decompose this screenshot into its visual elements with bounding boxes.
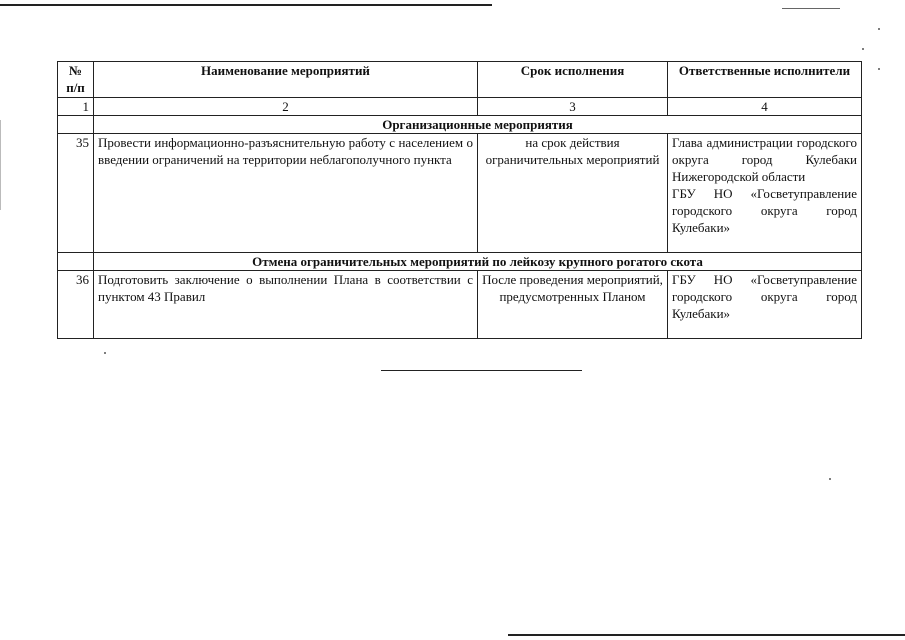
row-action: Подготовить заключение о выполнении Плана в соответствии с пунктом 43 Правил — [94, 271, 478, 339]
scan-artifact-left-margin — [0, 120, 1, 210]
scan-artifact-top-right-line — [782, 8, 840, 9]
section-title: Организационные мероприятия — [94, 116, 862, 134]
col-number-4: 4 — [668, 98, 862, 116]
responsible-line: ГБУ НО «Госветуправление городского округа город Кулебаки» — [672, 186, 857, 235]
scan-artifact-bottom-line — [508, 634, 905, 636]
row-action: Провести информационно-разъяснительную работу с населением о введении ограничений на территории неблагополучного пункта — [94, 134, 478, 253]
row-term: После проведения мероприятий, предусмотренных Планом — [478, 271, 668, 339]
header-row — [58, 62, 862, 98]
header-num: № п/п — [58, 62, 94, 98]
section-empty-cell — [58, 253, 94, 271]
section-empty-cell — [58, 116, 94, 134]
responsible-line: Глава администрации городского округа город Кулебаки Нижегородской области — [672, 135, 857, 184]
header-term: Срок исполнения — [478, 62, 668, 98]
col-number-3: 3 — [478, 98, 668, 116]
table-row — [58, 134, 862, 253]
section-row-cancellation — [58, 253, 862, 271]
row-term: на срок действия ограничительных мероприятий — [478, 134, 668, 253]
row-responsible — [668, 134, 862, 253]
scan-artifact-dot — [878, 28, 880, 30]
table-row — [58, 271, 862, 339]
col-number-1: 1 — [58, 98, 94, 116]
row-number: 36 — [58, 271, 94, 339]
separator-line — [381, 370, 582, 371]
row-responsible: ГБУ НО «Госветуправление городского округа город Кулебаки» — [668, 271, 862, 339]
col-number-2: 2 — [94, 98, 478, 116]
scan-artifact-dot — [862, 48, 864, 50]
plan-table — [57, 61, 862, 339]
row-number: 35 — [58, 134, 94, 253]
scan-artifact-top-line — [0, 4, 492, 6]
header-name: Наименование мероприятий — [94, 62, 478, 98]
scan-artifact-dot — [878, 68, 880, 70]
scan-artifact-dot — [829, 478, 831, 480]
scan-artifact-dot — [104, 352, 106, 354]
header-responsible: Ответственные исполнители — [668, 62, 862, 98]
column-number-row — [58, 98, 862, 116]
section-row-organizational — [58, 116, 862, 134]
section-title: Отмена ограничительных мероприятий по лейкозу крупного рогатого скота — [94, 253, 862, 271]
